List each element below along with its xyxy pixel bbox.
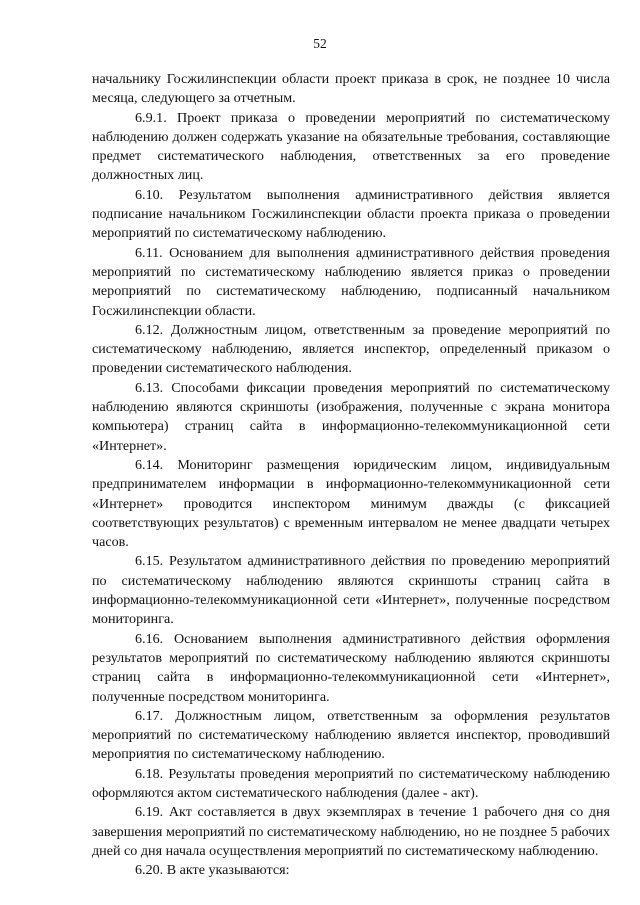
paragraph-6-15: 6.15. Результатом административного действия по проведению мероприятий по систематическому наблюдению являются скриншоты страниц сайта в информационно-телекоммуникационной сети «Интернет», полученные посредством мониторинга. bbox=[92, 553, 610, 628]
paragraph-6-11: 6.11. Основанием для выполнения административного действия проведения мероприятий по систематическому наблюдению является приказ о проведении мероприятий по систематическому наблюдению, подписанный начальником Госжилинспекции области. bbox=[92, 244, 610, 319]
paragraph-6-16: 6.16. Основанием выполнения административного действия оформления результатов мероприятий по систематическому наблюдению являются скриншоты страниц сайта в информационно-телекоммуникационной сети «Интернет», полученные посредством мониторинга. bbox=[92, 630, 610, 705]
document-body bbox=[92, 70, 610, 880]
paragraph-continuation: начальнику Госжилинспекции области проект приказа в срок, не позднее 10 числа месяца, следующего за отчетным. bbox=[92, 71, 610, 107]
paragraph-6-20: 6.20. В акте указываются: bbox=[135, 862, 290, 879]
page-number: 52 bbox=[313, 36, 327, 51]
paragraph-6-14: 6.14. Мониторинг размещения юридическим лицом, индивидуальным предпринимателем информации в информационно-телекоммуникационной сети «Интернет» проводится инспектором минимум дважды (с фиксацией соответствующих результатов) с временным интервалом не менее двадцати четырех часов. bbox=[92, 456, 610, 551]
paragraph-6-19: 6.19. Акт составляется в двух экземплярах в течение 1 рабочего дня со дня завершения мероприятий по систематическому наблюдению, но не позднее 5 рабочих дней со дня начала осуществления мероприятий по систематическому наблюдению. bbox=[92, 804, 610, 859]
paragraph-6-9-1: 6.9.1. Проект приказа о проведении мероприятий по систематическому наблюдению должен содержать указание на обязательные требования, составляющие предмет систематического наблюдения, ответственных за его проведение должностных лиц. bbox=[92, 109, 610, 184]
paragraph-6-13: 6.13. Способами фиксации проведения мероприятий по систематическому наблюдению являются скриншоты (изображения, полученные с экрана монитора компьютера) страниц сайта в информационно-телекоммуникационной сети «Интернет». bbox=[92, 379, 610, 454]
paragraph-6-10: 6.10. Результатом выполнения административного действия является подписание начальником Госжилинспекции области проекта приказа о проведении мероприятий по систематическому наблюдению. bbox=[92, 186, 610, 242]
paragraph-6-17: 6.17. Должностным лицом, ответственным за оформления результатов мероприятий по систематическому наблюдению является инспектор, проводивший мероприятия по систематическому наблюдению. bbox=[92, 707, 610, 763]
paragraph-6-18: 6.18. Результаты проведения мероприятий по систематическому наблюдению оформляются актом систематического наблюдения (далее - акт). bbox=[92, 765, 610, 801]
paragraph-6-12: 6.12. Должностным лицом, ответственным за проведение мероприятий по систематическому наблюдению, является инспектор, определенный приказом о проведении систематического наблюдения. bbox=[92, 321, 610, 377]
